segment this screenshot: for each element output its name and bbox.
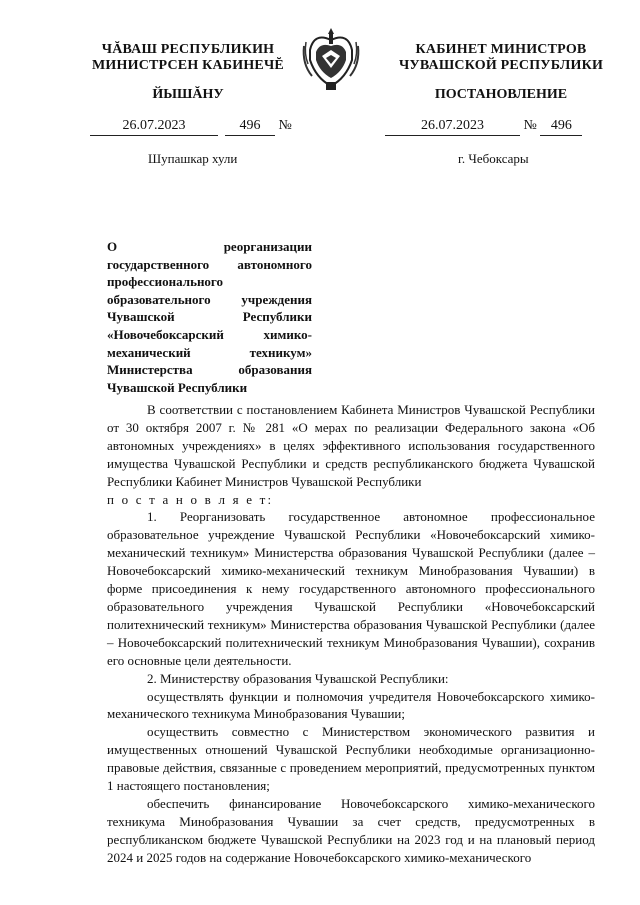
body-paragraph-item-2: 2. Министерству образования Чувашской Республики: [147,670,449,686]
document-body [107,401,595,867]
chuvash-coat-of-arms-icon [300,20,362,92]
header-left-line1: ЧĂВАШ РЕСПУБЛИКИН [101,42,275,57]
body-paragraph-item-2-b: осуществить совместно с Министерством экономического развития и имущественных отношений Чувашской Республики необходимые организационно-правовые действия, связанные с проведением мероприятий, предусмотренных пунктом 1 настоящего постановления; [107,724,595,794]
header-right-date: 26.07.2023 [385,117,520,136]
header-left-authority [88,42,288,74]
header-right-authority [395,42,607,74]
header-right-line2: ЧУВАШСКОЙ РЕСПУБЛИКИ [398,58,604,73]
header-right-doc-type: ПОСТАНОВЛЕНИЕ [434,87,568,102]
body-decree-word: п о с т а н о в л я е т: [107,491,274,507]
header-left-number-sign: № [278,118,292,133]
header-right-number: 496 [540,117,582,136]
body-paragraph-preamble: В соответствии с постановлением Кабинета Министров Чувашской Республики от 30 октября 2007 г. № 281 «О мерах по реализации Федерального закона «Об автономных учреждениях» в целях эффективного использования государственного имущества Чувашской Республики и средств республиканского бюджета Чувашской Республики Кабинет Министров Чувашской Республики [107,402,595,489]
body-paragraph-item-1: 1. Реорганизовать государственное автономное профессиональное образовательное учреждение Чувашской Республики «Новочебоксарский химико-механический техникум» Министерства образования Чувашской Республики (далее – Новочебоксарский химико-механический техникум Минобразования Чувашии) в форме присоединения к нему государственного автономного профессионального образовательного учреждения Чувашской Республики «Новочебоксарский политехнический техникум» Министерства образования Чувашской Республики (далее – Новочебоксарский политехнический техникум Минобразования Чувашии), сохранив его основные цели деятельности. [107,509,595,668]
header-left-line2: МИНИСТРСЕН КАБИНЕЧĔ [92,58,284,73]
document-title: О реорганизации государственного автономного профессионального образовательного учреждения Чувашской Республики «Новочебоксарский химико-механический техникум» Министерства образования Чувашской Республики [107,239,312,395]
header-left-city: Шупашкар хули [148,151,238,166]
header-right-line1: КАБИНЕТ МИНИСТРОВ [415,42,587,57]
header-right-date-number [385,117,582,135]
header-left-date: 26.07.2023 [90,117,218,136]
header-right-number-sign: № [523,118,537,133]
header-left-date-number [90,117,292,135]
header-left-number: 496 [225,117,275,136]
body-paragraph-item-2-c: обеспечить финансирование Новочебоксарского химико-механического техникума Минобразования Чувашии за счет средств, предусмотренных в республиканском бюджете Чувашской Республики на 2023 год и на плановый период 2024 и 2025 годов на содержание Новочебоксарского химико-механического [107,795,595,865]
header-left-doc-type: ЙЫШĂНУ [152,87,224,102]
body-paragraph-item-2-a: осуществлять функции и полномочия учредителя Новочебоксарского химико-механического техникума Минобразования Чувашии; [107,688,595,722]
header-right-city: г. Чебоксары [458,151,529,166]
